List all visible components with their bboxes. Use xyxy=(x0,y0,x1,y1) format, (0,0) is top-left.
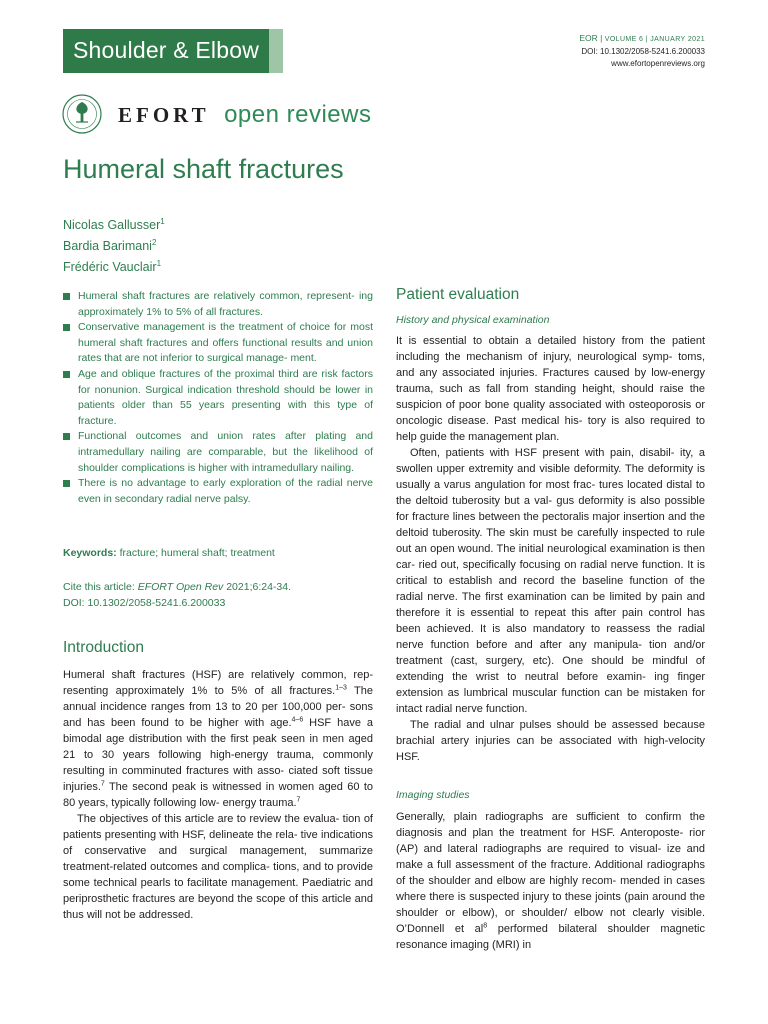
journal-meta xyxy=(579,32,705,70)
journal-abbrev: EOR xyxy=(579,33,598,43)
cite-line: Cite this article: EFORT Open Rev 2021;6:24-34. xyxy=(63,581,292,593)
keywords-label: Keywords: xyxy=(63,547,117,559)
website[interactable]: www.efortopenreviews.org xyxy=(611,59,705,68)
article-title: Humeral shaft fractures xyxy=(63,154,344,184)
key-point: Conservative management is the treatment of choice for most humeral shaft fractures and offers functional results and union rates that are not inferior to surgical manage- ment. xyxy=(63,320,373,367)
volume-date: VOLUME 6 | JANUARY 2021 xyxy=(604,36,705,43)
journal-issue-line: EOR | VOLUME 6 | JANUARY 2021 xyxy=(579,33,705,43)
bullet-square-icon xyxy=(63,480,70,487)
introduction-body xyxy=(63,667,373,923)
brand-open-reviews: open reviews xyxy=(224,101,372,128)
imaging-body xyxy=(396,809,705,953)
paragraph: It is essential to obtain a detailed history from the patient including the mechanism of injury, neurological symp- toms, and any associated injuries. Fractures caused by low-energy trauma, such as fall from standing height, should raise the suspicion of poor bone quality associated with osteoporosis or oncologic disease. Past medical his- tory is also required to help guide the management plan. xyxy=(396,335,705,443)
paragraph: The radial and ulnar pulses should be assessed because brachial artery injuries can be associated with high-velocity HSF. xyxy=(396,719,705,763)
cite-doi[interactable]: DOI: 10.1302/2058-5241.6.200033 xyxy=(63,597,226,609)
paragraph: Generally, plain radiographs are sufficient to confirm the diagnosis and plan the treatment for HSF. Anteroposte- rior (AP) and lateral radiographs are required to visual- ize and make a full assessment of the fracture. Additional radiographs of the shoulder and elbow are highly recom- mended in cases where there is suspected injury to these joints (pain around the shoulder or elbow), or shoulder/ elbow not clearly visible. O’Donnell et $al^8$ performed bilateral shoulder magnetic resonance imaging (MRI) in xyxy=(396,811,705,951)
history-subheading: History and physical examination xyxy=(396,314,550,326)
paragraph: The objectives of this article are to review the evalua- tion of patients presenting with HSF, delineate the rela- tive indications of conservative and surgical management, summarize treatment-related outcomes and complica- tions, and to provide some technical pearls to facilitate management. Paediatric and periprosthetic fractures are beyond the scope of this article and thus will not be addressed. xyxy=(63,813,373,921)
author: Frédéric Vauclair$^1$ xyxy=(63,259,162,275)
keywords-text: fracture; humeral shaft; treatment xyxy=(116,547,275,559)
author: Bardia Barimani$^2$ xyxy=(63,238,157,254)
introduction-heading: Introduction xyxy=(63,639,144,656)
patient-evaluation-heading: Patient evaluation xyxy=(396,286,520,303)
author-list xyxy=(63,213,165,276)
paragraph: Humeral shaft fractures (HSF) are relatively common, rep- resenting approximately 1% to 5% of all fractures.$^{1-3}$ The annual incidence ranges from 13 to 20 per 100,000 per- sons and has been found to be higher with age.$^{4-6}$ HSF have a bimodal age distribution with the first peak seen in men aged 21 to 30 years following high-energy trauma, commonly resulting in comminuted fractures with asso- ciated soft tissue injuries.$^7$ The second peak is witnessed in women aged 60 to 80 years, typically following low- energy trauma.$^7$ xyxy=(63,669,373,809)
efort-seal-icon xyxy=(62,94,102,134)
key-point: Functional outcomes and union rates after plating and intramedullary nailing are comparable, but the likelihood of shoulder complications is higher with intramedullary nailing. xyxy=(63,429,373,476)
history-body xyxy=(396,333,705,765)
journal-brand xyxy=(118,101,371,129)
paragraph: Often, patients with HSF present with pain, disabil- ity, a swollen upper extremity and visible deformity. The deformity is usually a varus angulation for most frac- tures located distal to the deltoid tuberosity but a val- gus deformity is also possible for fracture lines between the pectoralis major insertion and the deltoid tuberosity. The skin must be carefully inspected to rule out an open wound. The initial neurological examination is then car- ried out, specifically focusing on radial nerve function. It is critical to establish and record the baseline function of the radial nerve. The first examination can be limited by pain and therefore it is essential to repeat this after pain control has been achieved. It is also mandatory to reassess the radial nerve function before and after any manipula- tion and/or treatment (cast, surgery, etc). One should be mindful of extending the wrist to neutral before examin- ing finger extension as lumbrical muscular function can be mistaken for intact radial nerve function. xyxy=(396,447,705,715)
section-label: Shoulder & Elbow xyxy=(73,37,260,63)
doi-header: DOI: 10.1302/2058-5241.6.200033 xyxy=(581,47,705,56)
brand-efort: EFORT xyxy=(118,103,210,127)
author: Nicolas Gallusser$^1$ xyxy=(63,217,165,233)
key-point: There is no advantage to early exploration of the radial nerve even in secondary radial nerve palsy. xyxy=(63,476,373,507)
bullet-square-icon xyxy=(63,371,70,378)
key-point: Age and oblique fractures of the proximal third are risk factors for nonunion. Surgical indication threshold should be lower in patients older than 55 years presenting with this type of fracture. xyxy=(63,367,373,429)
bullet-square-icon xyxy=(63,324,70,331)
key-points-list xyxy=(63,289,373,507)
bullet-square-icon xyxy=(63,293,70,300)
imaging-subheading: Imaging studies xyxy=(396,789,470,801)
citation xyxy=(63,579,373,611)
key-point: Humeral shaft fractures are relatively common, represent- ing approximately 1% to 5% of all fractures. xyxy=(63,289,373,320)
keywords xyxy=(63,547,373,559)
banner-stripe xyxy=(269,29,283,73)
bullet-square-icon xyxy=(63,433,70,440)
section-banner xyxy=(63,29,283,73)
